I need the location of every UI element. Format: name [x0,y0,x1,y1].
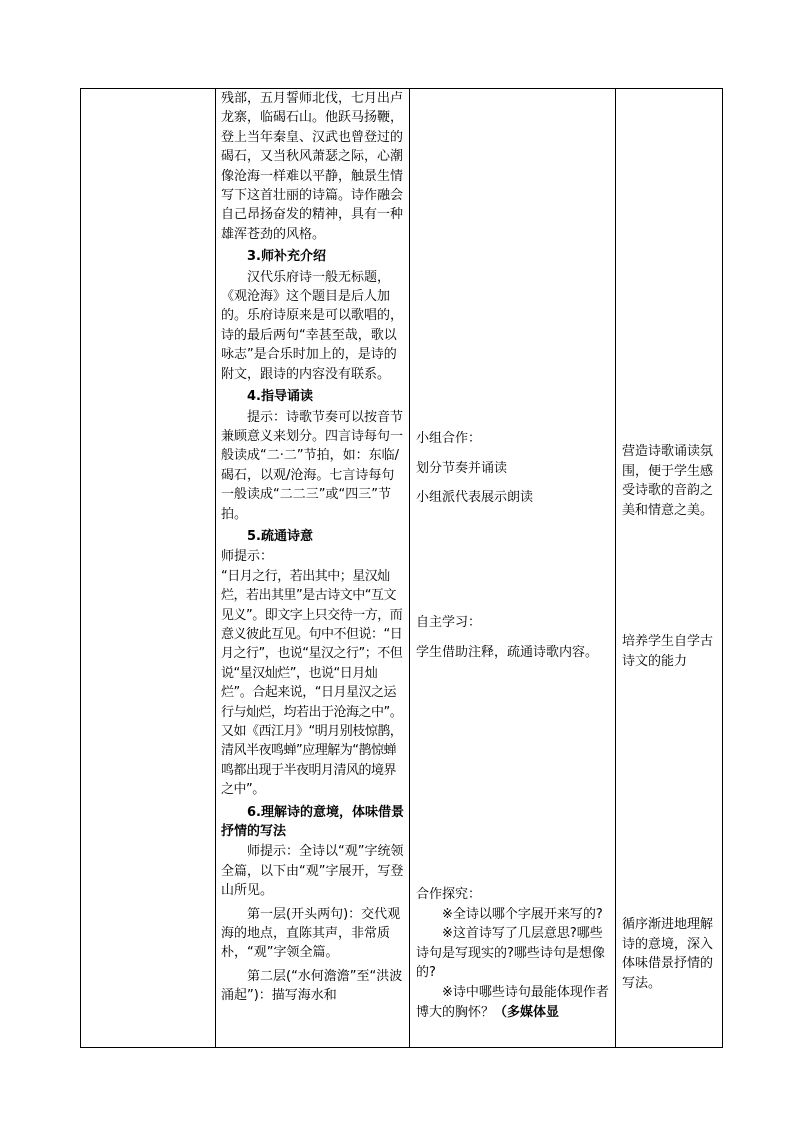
self-study-body: 学生借助注释，疏通诗歌内容。 [416,644,599,660]
student-activity-cell [410,89,616,1048]
intro-paragraph: 残部，五月誓师北伐，七月出卢龙寨，临碣石山。他跃马扬鞭，登上当年秦皇、汉武也曾登过的碣石，又当秋风萧瑟之际，心潮像沧海一样难以平静，触景生情写下这首壮丽的诗篇。诗作融会自己昂扬奋发的精神，具有一种雄浑苍劲的风格。 [221,91,404,242]
question-3-text: ※诗中哪些诗句最能体现作者博大的胸怀？ [416,984,609,1020]
section-6-body-3: 第二层(“水何澹澹”至“洪波涌起”)：描写海水和 [221,968,403,1004]
question-3-emphasis: （多媒体显 [494,1004,560,1020]
self-study-label: 自主学习： [416,615,482,630]
group-work-item-2: 小组派代表展示朗读 [416,490,534,506]
blank-column-cell [81,89,216,1048]
section-3-body: 汉代乐府诗一般无标题，《观沧海》这个题目是后人加的。乐府诗原来是可以歌唱的，诗的最后两句“幸甚至哉，歌以咏志”是合乐时加上的，是诗的附文，跟诗的内容没有联系。 [221,269,404,382]
section-4-title: 4.指导诵读 [247,389,313,405]
question-1: ※全诗以哪个字展开来写的? [442,906,603,922]
cooperative-inquiry-block [416,885,612,1022]
group-work-label: 小组合作： [416,431,482,446]
question-3 [416,983,612,1022]
section-5-title: 5.疏通诗意 [247,528,313,544]
section-4-body: 提示：诗歌节奏可以按音节兼顾意义来划分。四言诗每句一般读成“二·二”节拍，如：东临/碣石，以观/沧海。七言诗每句一般读成“二二三”或“四三”节拍。 [221,409,404,522]
table-row [81,89,723,1048]
purpose-3: 循序渐进地理解诗的意境，深入体味借景抒情的写法。 [622,917,714,991]
section-5-label: 师提示： [221,549,274,565]
teaching-process-cell [216,89,410,1048]
section-3-title: 3.师补充介绍 [247,249,326,265]
section-6-title: 6.理解诗的意境，体味借景抒情的写法 [221,804,404,840]
section-6-body-1: 师提示：全诗以“观”字统领全篇，以下由“观”字展开，写登山所见。 [221,844,404,899]
group-work-block [416,429,612,508]
question-2: ※这首诗写了几层意思?哪些诗句是写现实的?哪些诗句是想像的? [416,926,605,981]
self-study-block [416,613,612,662]
purpose-1: 营造诗歌诵读氛围，便于学生感受诗歌的音韵之美和情意之美。 [622,444,714,518]
purpose-2: 培养学生自学古诗文的能力 [622,634,714,669]
design-purpose-cell [616,89,723,1048]
group-work-item-1: 划分节奏并诵读 [416,460,508,476]
section-6-body-2: 第一层(开头两句)：交代观海的地点，直陈其声，非常质朴，“观”字领全篇。 [221,906,401,961]
cooperative-inquiry-label: 合作探究： [416,887,482,902]
section-5-body: “日月之行，若出其中；星汉灿烂，若出其里”是古诗文中“互文见义”。即文字上只交待一方，而意义彼此互见。句中不但说：“日月之行”，也说“星汉之行”；不但说“星汉灿烂”，也说“日月灿烂”。合起来说，“日月星汉之运行与灿烂，均若出于沧海之中”。又如《西江月》“明月别枝惊鹊，清风半夜鸣蝉”应理解为“鹊惊蝉鸣都出现于半夜明月清风的境界之中”。 [221,568,403,798]
lesson-plan-table [80,88,723,1048]
